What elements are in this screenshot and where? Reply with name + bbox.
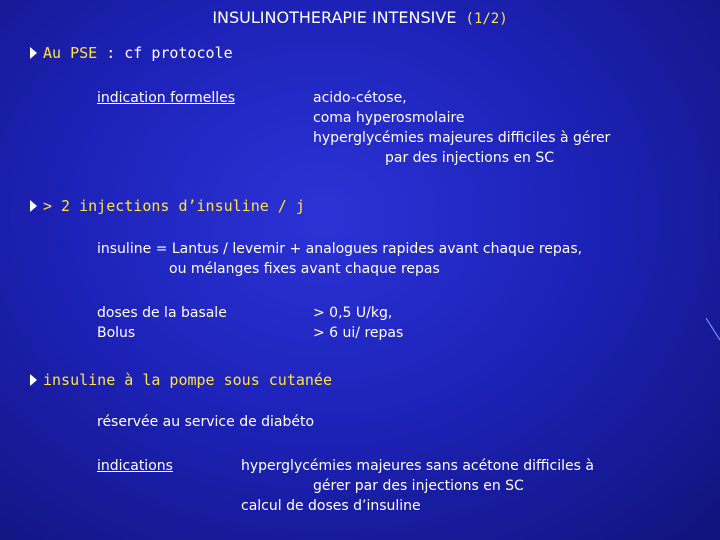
- dose-value: > 6 ui/ repas: [313, 325, 404, 341]
- regimen-line: insuline = Lantus / levemir + analogues rapides avant chaque repas,: [97, 241, 583, 257]
- slide-title: [0, 8, 720, 27]
- indication-list: [313, 88, 610, 168]
- title-part: (1/2): [465, 11, 508, 27]
- indication-item: hyperglycémies majeures difficiles à gérer: [313, 130, 611, 146]
- dose-values: [313, 303, 403, 343]
- pump-indication: calcul de doses d’insuline: [241, 498, 421, 514]
- regimen-line: ou mélanges fixes avant chaque repas: [169, 261, 440, 277]
- pump-indication: hyperglycémies majeures sans acétone difficiles à: [241, 458, 594, 474]
- reserved-note: réservée au service de diabéto: [97, 414, 315, 430]
- dose-label: Bolus: [97, 325, 136, 341]
- section1-lead: Au PSE: [43, 44, 98, 62]
- arrow-right-icon: [30, 374, 37, 386]
- dose-labels: [97, 303, 227, 343]
- insulin-regimen: [97, 239, 582, 279]
- decorative-streak: [706, 318, 720, 342]
- section3-heading: insuline à la pompe sous cutanée: [30, 370, 332, 390]
- indication-item: acido-cétose,: [313, 90, 407, 106]
- indication-label: indication formelles: [97, 90, 236, 106]
- dose-value: > 0,5 U/kg,: [313, 305, 393, 321]
- indication-item: par des injections en SC: [385, 150, 555, 166]
- section1-heading: [30, 43, 233, 63]
- pump-indication: gérer par des injections en SC: [313, 478, 524, 494]
- pump-indications: [241, 456, 594, 516]
- section2-heading: > 2 injections d’insuline / j: [30, 196, 305, 216]
- dose-label: doses de la basale: [97, 305, 227, 321]
- indications-label: indications: [97, 458, 173, 474]
- indication-item: coma hyperosmolaire: [313, 110, 465, 126]
- arrow-right-icon: [30, 200, 37, 212]
- title-main: INSULINOTHERAPIE INTENSIVE: [212, 8, 457, 27]
- section1-rest: : cf protocole: [97, 44, 233, 62]
- arrow-right-icon: [30, 47, 37, 59]
